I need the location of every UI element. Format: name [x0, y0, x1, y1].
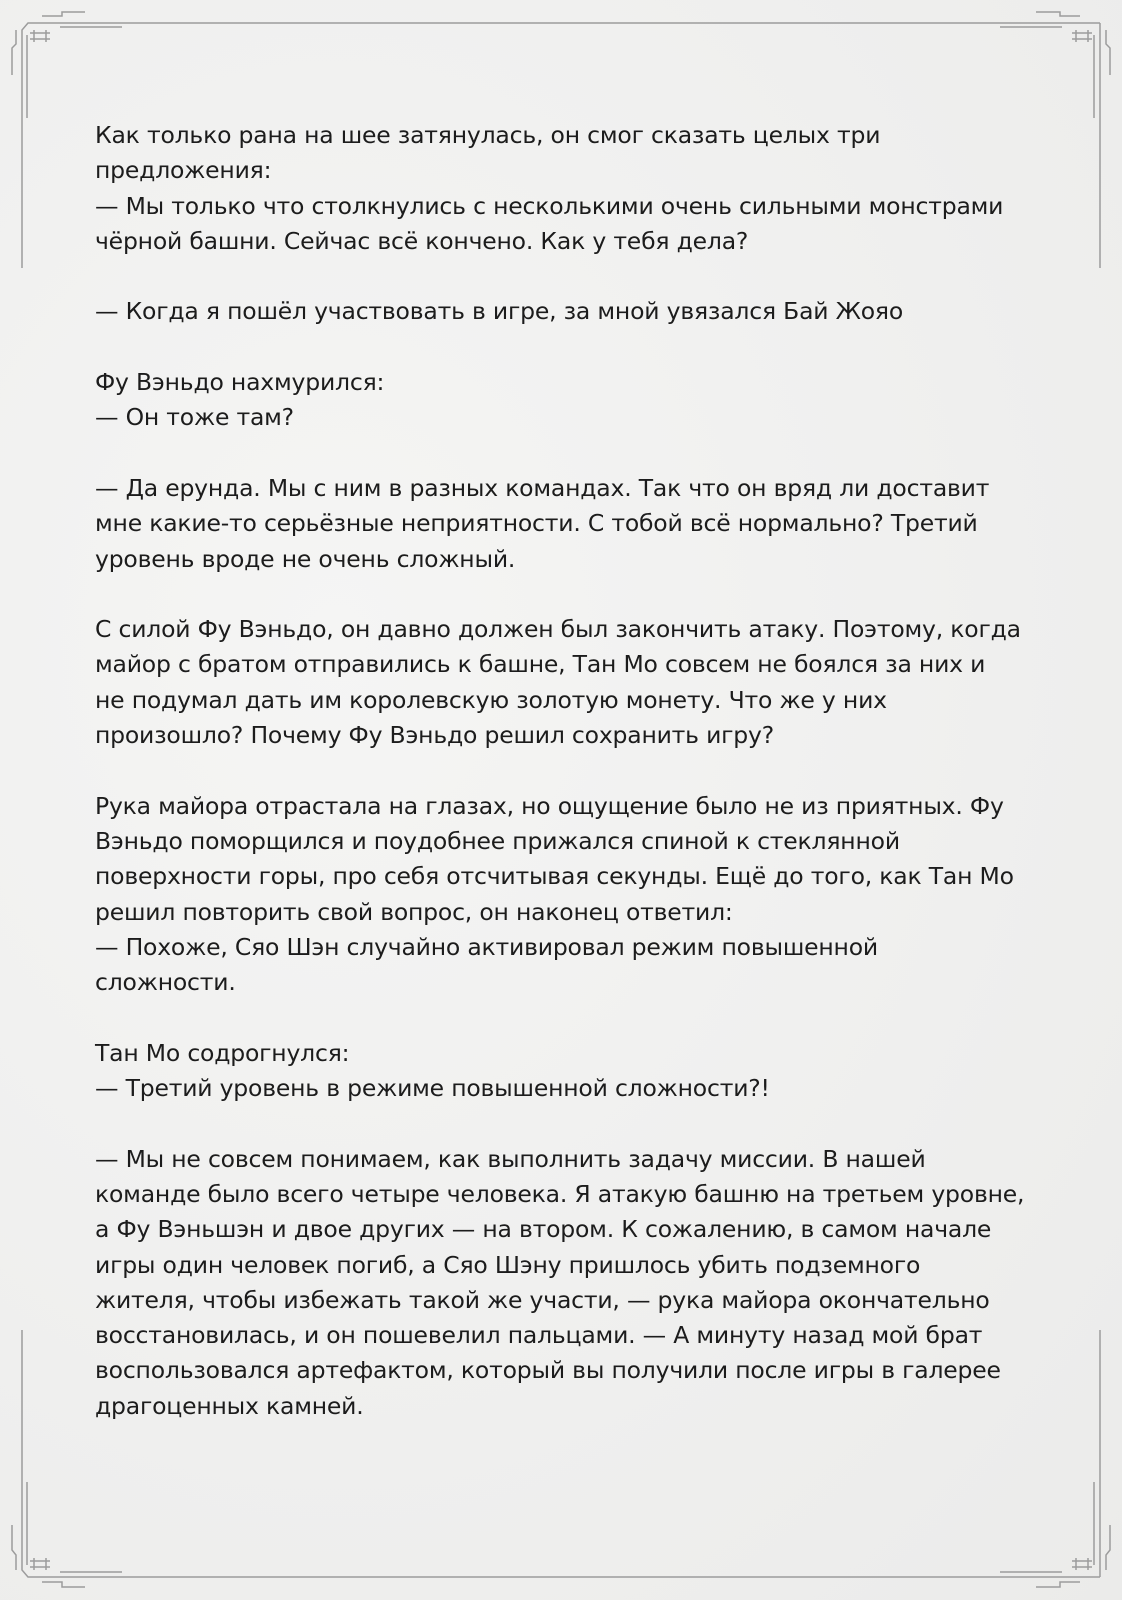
text-line: майор с братом отправились к башне, Тан Мо совсем не боялся за них и: [95, 650, 986, 679]
text-line: игры один человек погиб, а Сяо Шэну пришлось убить подземного: [95, 1250, 921, 1279]
text-line: а Фу Вэньшэн и двое других — на втором. К сожалению, в самом начале: [95, 1215, 992, 1244]
text-line: поверхности горы, про себя отсчитывая секунды. Ещё до того, как Тан Мо: [95, 862, 1014, 891]
text-line: Вэньдо поморщился и поудобнее прижался спиной к стеклянной: [95, 826, 900, 855]
paragraph: [95, 118, 1035, 259]
paragraph: [95, 294, 1035, 329]
paragraph: [95, 471, 1035, 577]
text-line: мне какие-то серьёзные неприятности. С тобой всё нормально? Третий: [95, 509, 978, 538]
text-line: С силой Фу Вэньдо, он давно должен был закончить атаку. Поэтому, когда: [95, 615, 1021, 644]
text-line: Рука майора отрастала на глазах, но ощущение было не из приятных. Фу: [95, 791, 1004, 820]
paragraph: [95, 1036, 1035, 1107]
document-body: [95, 118, 1035, 1459]
text-line: Фу Вэньдо нахмурился:: [95, 368, 385, 397]
paragraph: [95, 789, 1035, 1001]
text-line: воспользовался артефактом, который вы получили после игры в галерее: [95, 1356, 1001, 1385]
text-line: жителя, чтобы избежать такой же участи, — рука майора окончательно: [95, 1285, 990, 1314]
text-line: предложения:: [95, 156, 272, 185]
paragraph: [95, 1142, 1035, 1424]
text-line: — Он тоже там?: [95, 403, 294, 432]
text-line: произошло? Почему Фу Вэньдо решил сохранить игру?: [95, 721, 775, 750]
text-line: сложности.: [95, 968, 236, 997]
text-line: уровень вроде не очень сложный.: [95, 544, 516, 573]
text-line: чёрной башни. Сейчас всё кончено. Как у тебя дела?: [95, 226, 749, 255]
text-line: команде было всего четыре человека. Я атакую башню на третьем уровне,: [95, 1179, 1025, 1208]
text-line: Тан Мо содрогнулся:: [95, 1038, 350, 1067]
text-line: драгоценных камней.: [95, 1391, 364, 1420]
text-line: — Когда я пошёл участвовать в игре, за мной увязался Бай Жояо: [95, 297, 904, 326]
text-line: — Мы не совсем понимаем, как выполнить задачу миссии. В нашей: [95, 1144, 926, 1173]
text-line: решил повторить свой вопрос, он наконец ответил:: [95, 897, 733, 926]
text-line: восстановилась, и он пошевелил пальцами. — А минуту назад мой брат: [95, 1321, 983, 1350]
text-line: — Да ерунда. Мы с ним в разных командах. Так что он вряд ли доставит: [95, 473, 990, 502]
text-line: Как только рана на шее затянулась, он смог сказать целых три: [95, 121, 881, 149]
text-line: — Похоже, Сяо Шэн случайно активировал режим повышенной: [95, 932, 878, 961]
text-line: — Мы только что столкнулись с несколькими очень сильными монстрами: [95, 191, 1004, 220]
paragraph: [95, 612, 1035, 753]
text-line: — Третий уровень в режиме повышенной сложности?!: [95, 1074, 770, 1103]
paragraph: [95, 365, 1035, 436]
text-line: не подумал дать им королевскую золотую монету. Что же у них: [95, 685, 887, 714]
